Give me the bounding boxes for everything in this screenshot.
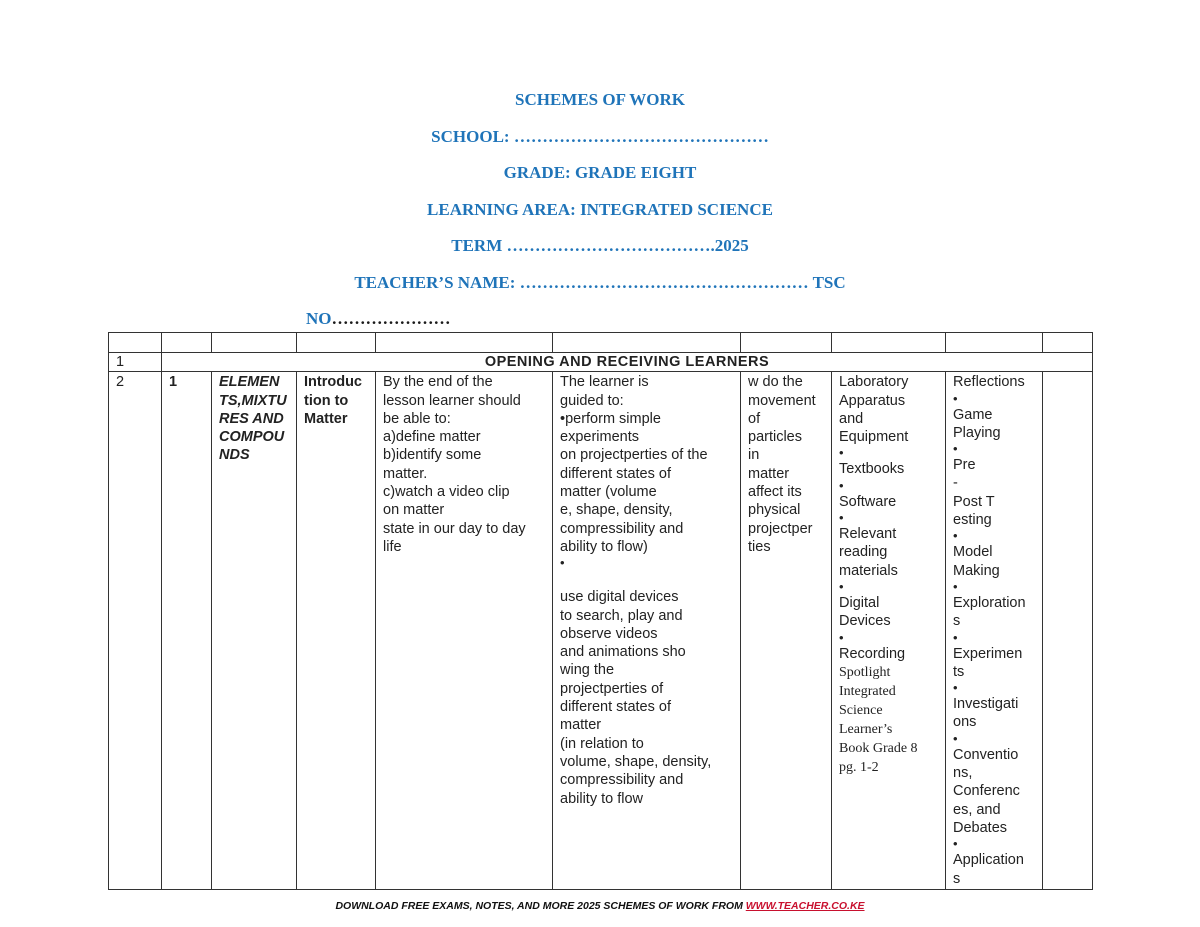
bullet-icon: • bbox=[953, 730, 958, 746]
learning-experiences-cell: The learner is guided to: •perform simple experiments on projectperties of the different states of matter (volume e, shape, density, compressibility and ability to flow) • use digital devices to search, play and observe videos and animations sho wing the projectperties of different states of matter (in relation to volume, shape, density, compressibility and ability to flow bbox=[553, 372, 741, 890]
tsc-no-label: NO bbox=[306, 309, 332, 328]
teacher-name-line: TEACHER’S NAME: …………………………………………… TSC bbox=[354, 272, 846, 292]
header-cell bbox=[162, 333, 212, 353]
header-cell bbox=[109, 333, 162, 353]
header-cell bbox=[297, 333, 376, 353]
bullet-icon: • bbox=[953, 390, 958, 406]
header-cell bbox=[553, 333, 741, 353]
week-cell: 1 bbox=[109, 353, 162, 372]
header-cell bbox=[832, 333, 946, 353]
header-cell bbox=[741, 333, 832, 353]
grade-line: GRADE: GRADE EIGHT bbox=[503, 163, 697, 182]
bullet-icon: • bbox=[953, 629, 958, 645]
header-cell bbox=[946, 333, 1043, 353]
table-row bbox=[109, 353, 1093, 372]
header-row bbox=[109, 333, 1093, 353]
header-cell bbox=[1043, 333, 1093, 353]
bullet-icon: • bbox=[839, 477, 844, 493]
footer-text: DOWNLOAD FREE EXAMS, NOTES, AND MORE 2025 SCHEMES OF WORK FROM bbox=[335, 900, 746, 912]
bullet-icon: • bbox=[839, 629, 844, 645]
schemes-table bbox=[108, 332, 1093, 890]
download-footer bbox=[0, 900, 1200, 912]
strand-cell: ELEMEN TS,MIXTU RES AND COMPOU NDS bbox=[212, 372, 297, 890]
opening-cell: OPENING AND RECEIVING LEARNERS bbox=[162, 353, 1093, 372]
learning-resources-cell: Laboratory Apparatus and Equipment • Textbooks • Software • Relevant reading materials • Digital Devices • Recording Spotlight Integrated Science Learner’s Book Grade 8 pg. 1-2 bbox=[832, 372, 946, 890]
bullet-icon: • bbox=[953, 578, 958, 594]
document-header bbox=[0, 88, 1200, 331]
tsc-number-line bbox=[0, 307, 1200, 331]
header-cell bbox=[376, 333, 553, 353]
tsc-no-dots: ………………… bbox=[331, 309, 451, 328]
bullet-icon: • bbox=[953, 441, 958, 457]
document-title: SCHEMES OF WORK bbox=[514, 90, 686, 109]
bullet-icon: • bbox=[839, 510, 844, 526]
bullet-icon: • bbox=[839, 445, 844, 461]
bullet-icon: • bbox=[839, 578, 844, 594]
inquiry-question-cell: w do the movement of particles in matter affect its physical projectper ties bbox=[741, 372, 832, 890]
bullet-icon: • bbox=[560, 555, 565, 571]
teacher-website-link[interactable]: WWW.TEACHER.CO.KE bbox=[745, 900, 865, 912]
bullet-icon: • bbox=[953, 836, 958, 852]
bullet-icon: • bbox=[953, 680, 958, 696]
remarks-cell bbox=[1043, 372, 1093, 890]
header-cell bbox=[212, 333, 297, 353]
week-cell: 2 bbox=[109, 372, 162, 890]
school-line: SCHOOL: ……………………………………… bbox=[431, 126, 769, 146]
lesson-cell: 1 bbox=[162, 372, 212, 890]
learning-outcomes-cell: By the end of the lesson learner should be able to: a)define matter b)identify some matter. c)watch a video clip on matter state in our day to day life bbox=[376, 372, 553, 890]
term-line: TERM ……………………………….2025 bbox=[451, 236, 749, 255]
assessment-cell: Reflections • Game Playing • Pre - Post T esting • Model Making • Exploration s • Experimen ts • Investigati ons • Conventio ns, Conferenc es, and Debates • Application s bbox=[946, 372, 1043, 890]
learning-area-line: LEARNING AREA: INTEGRATED SCIENCE bbox=[427, 199, 773, 219]
bullet-icon: • bbox=[953, 528, 958, 544]
table-row bbox=[109, 372, 1093, 890]
substrand-cell: Introduc tion to Matter bbox=[297, 372, 376, 890]
